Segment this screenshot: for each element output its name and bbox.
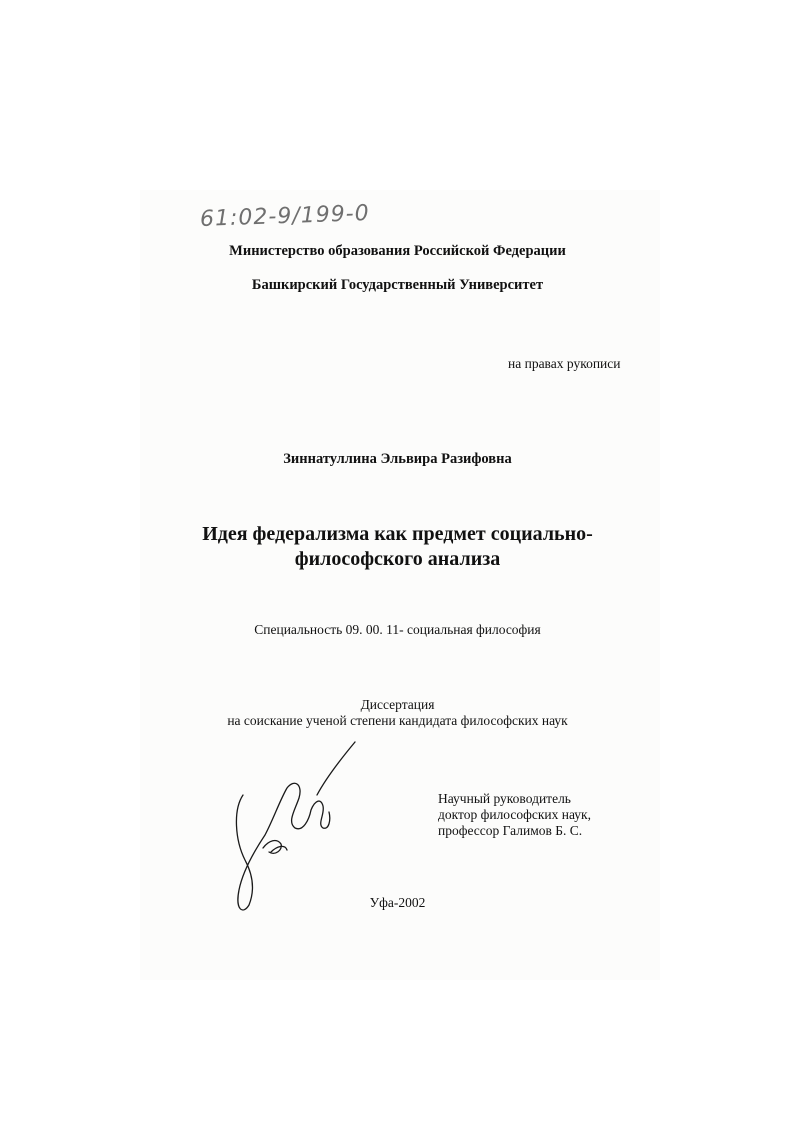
supervisor-degree: доктор философских наук, — [438, 807, 591, 822]
degree-line: на соискание ученой степени кандидата философских наук — [227, 713, 568, 728]
scanned-sheet — [140, 190, 660, 980]
signature-image — [225, 740, 365, 920]
archive-number-handwritten: 61:02-9/199-0 — [199, 201, 371, 232]
thesis-title-line-2: философского анализа — [294, 548, 501, 570]
dissertation-label: Диссертация — [360, 697, 435, 712]
supervisor-label: Научный руководитель — [438, 791, 571, 806]
city-year: Уфа-2002 — [369, 895, 426, 910]
ministry-heading: Министерство образования Российской Федерации — [229, 243, 566, 259]
author-name: Зиннатуллина Эльвира Разифовна — [283, 451, 512, 467]
university-heading: Башкирский Государственный Университет — [251, 277, 544, 293]
thesis-title-line-1: Идея федерализма как предмет социально- — [202, 523, 593, 545]
manuscript-note: на правах рукописи — [508, 356, 621, 371]
specialty-line: Специальность 09. 00. 11- социальная философия — [254, 622, 541, 637]
supervisor-name: профессор Галимов Б. С. — [438, 823, 583, 838]
